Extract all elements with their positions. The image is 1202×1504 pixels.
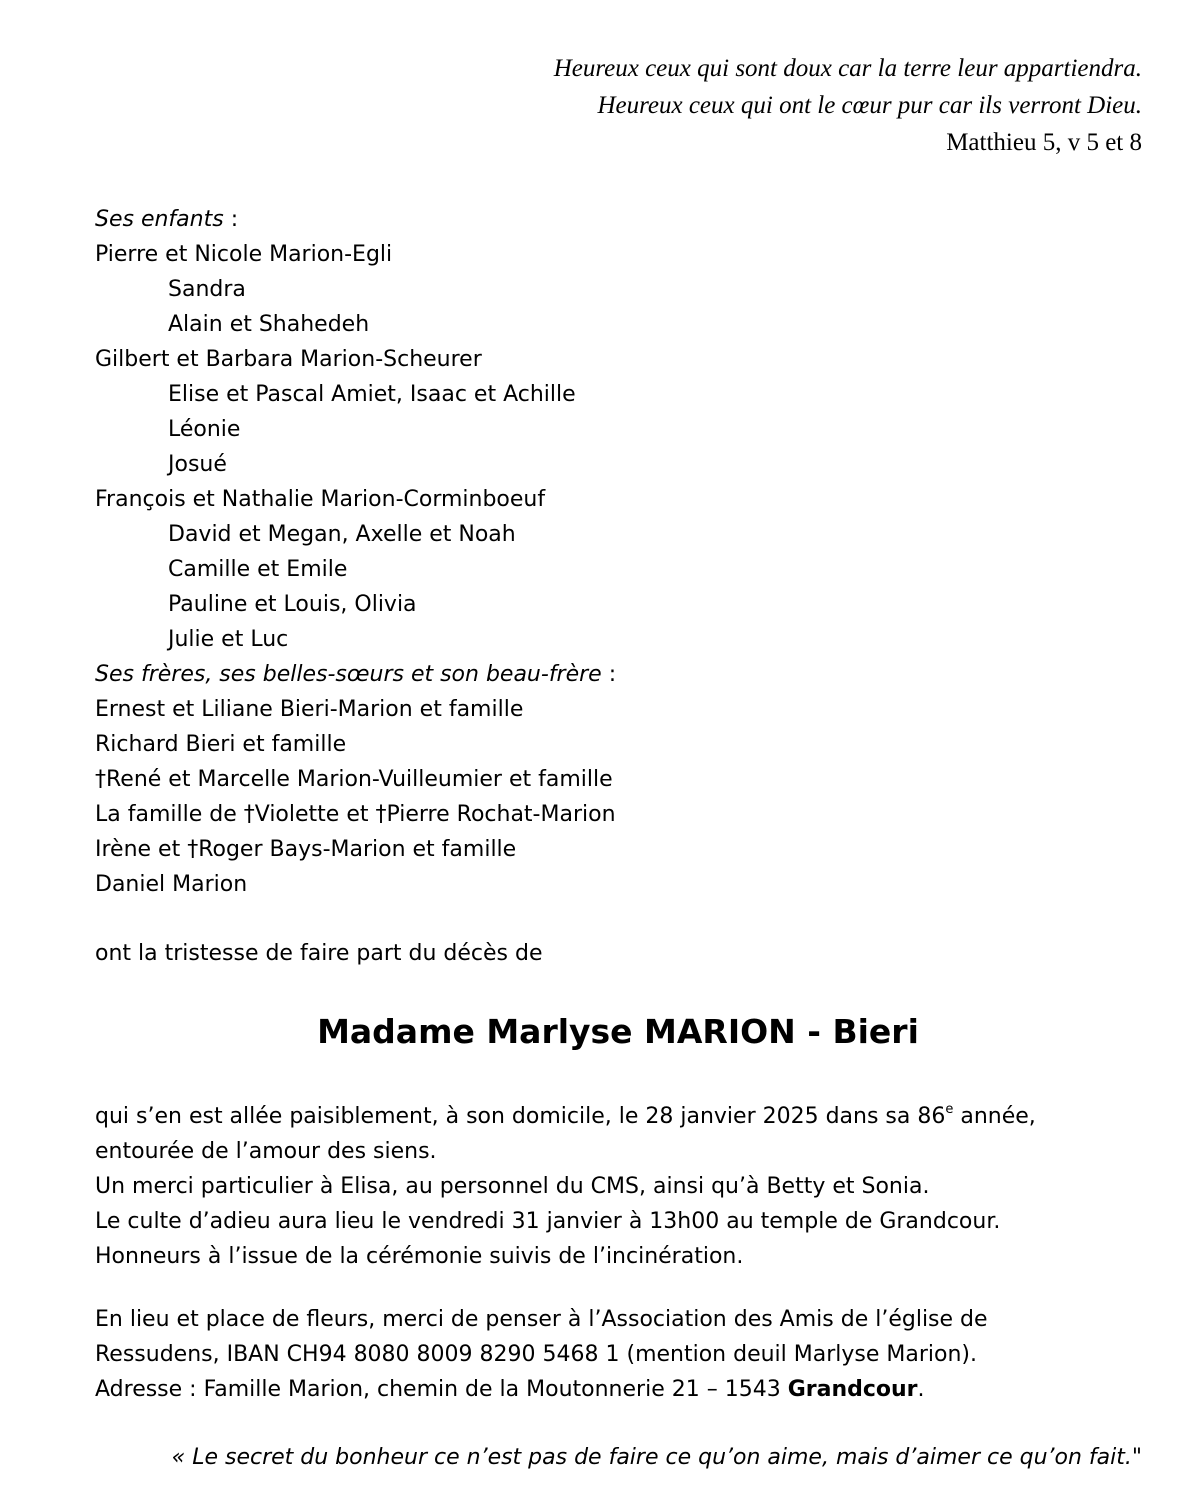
list-item: La famille de †Violette et †Pierre Rochat-Marion: [95, 802, 616, 827]
donation-info: [95, 1302, 988, 1407]
detail-line: Un merci particulier à Elisa, au personnel du CMS, ainsi qu’à Betty et Sonia.: [95, 1174, 930, 1199]
detail-line: qui s’en est allée paisiblement, à son domicile, le 28 janvier 2025 dans sa 86e année,: [95, 1102, 1036, 1129]
list-item: Julie et Luc: [168, 627, 289, 652]
children-heading: Ses enfants :: [95, 207, 239, 232]
list-item: Irène et †Roger Bays-Marion et famille: [95, 837, 517, 862]
detail-line: entourée de l’amour des siens.: [95, 1139, 437, 1164]
list-item: Ernest et Liliane Bieri-Marion et famille: [95, 697, 524, 722]
detail-line: Honneurs à l’issue de la cérémonie suivis de l’incinération.: [95, 1244, 744, 1269]
epigraph-verse-1: Heureux ceux qui sont doux car la terre leur appartiendra.: [553, 55, 1142, 82]
list-item: François et Nathalie Marion-Corminboeuf: [95, 487, 546, 512]
list-item: †René et Marcelle Marion-Vuilleumier et famille: [95, 767, 613, 792]
announcement-details: [95, 1092, 1036, 1274]
address-line: Adresse : Famille Marion, chemin de la Moutonnerie 21 – 1543 Grandcour.: [95, 1377, 925, 1402]
list-item: Josué: [168, 452, 227, 477]
epigraph-reference: Matthieu 5, v 5 et 8: [946, 129, 1142, 156]
deceased-name: Madame Marlyse MARION - Bieri: [317, 1012, 919, 1051]
list-item: Léonie: [168, 417, 241, 442]
list-item: Daniel Marion: [95, 872, 248, 897]
announcement-intro: ont la tristesse de faire part du décès de: [95, 941, 543, 966]
list-item: Pierre et Nicole Marion-Egli: [95, 242, 393, 267]
list-item: Richard Bieri et famille: [95, 732, 347, 757]
list-item: Alain et Shahedeh: [168, 312, 370, 337]
detail-line: Le culte d’adieu aura lieu le vendredi 31 janvier à 13h00 au temple de Grandcour.: [95, 1209, 1001, 1234]
list-item: Sandra: [168, 277, 246, 302]
epigraph-verse-2: Heureux ceux qui ont le cœur pur car ils verront Dieu.: [597, 92, 1142, 119]
donation-line: Ressudens, IBAN CH94 8080 8009 8290 5468 1 (mention deuil Marlyse Marion).: [95, 1342, 977, 1367]
epigraph: [554, 50, 1142, 161]
list-item: Elise et Pascal Amiet, Isaac et Achille: [168, 382, 576, 407]
list-item: Camille et Emile: [168, 557, 348, 582]
closing-quote: « Le secret du bonheur ce n’est pas de faire ce qu’on aime, mais d’aimer ce qu’on fait.": [171, 1445, 1142, 1470]
family-list: [95, 202, 616, 902]
list-item: Gilbert et Barbara Marion-Scheurer: [95, 347, 482, 372]
list-item: David et Megan, Axelle et Noah: [168, 522, 516, 547]
donation-line: En lieu et place de fleurs, merci de penser à l’Association des Amis de l’église de: [95, 1307, 988, 1332]
list-item: Pauline et Louis, Olivia: [168, 592, 417, 617]
siblings-heading: Ses frères, ses belles-sœurs et son beau-frère :: [95, 662, 617, 687]
